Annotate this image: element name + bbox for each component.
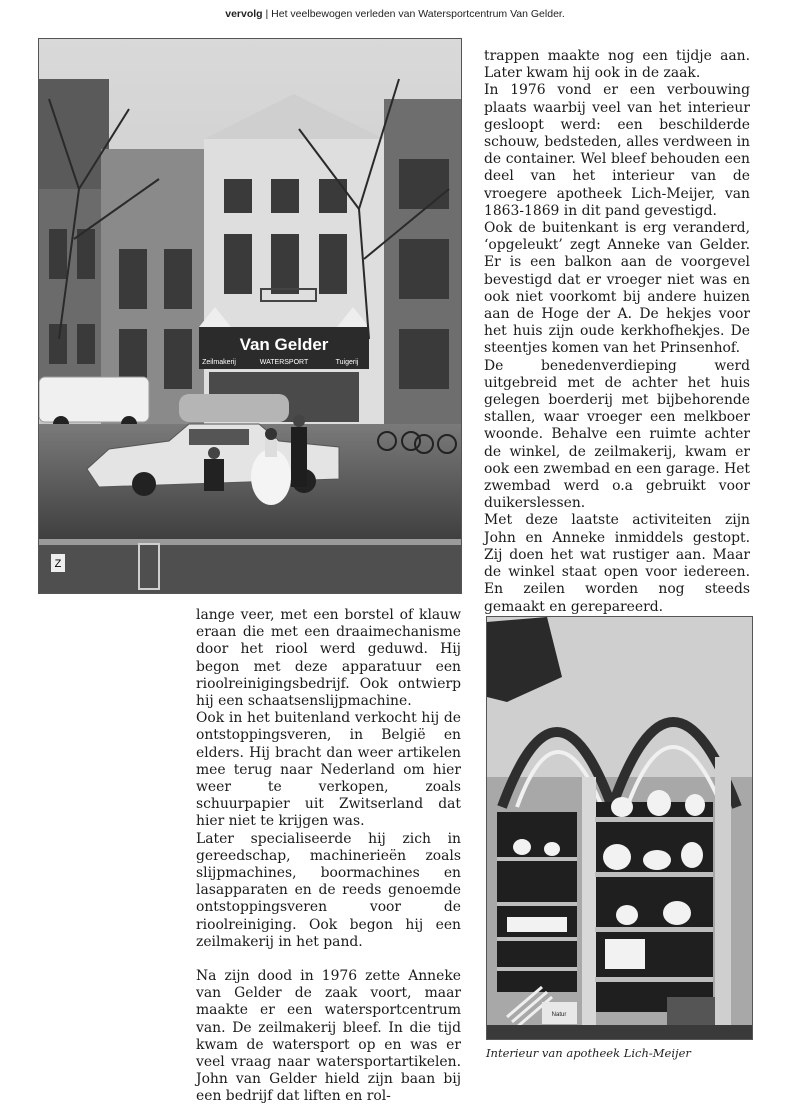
pharmacy-interior-illustration: [487, 617, 752, 1039]
paragraph: De benedenverdieping werd uitgebreid met de achter het huis gelegen boerderij met bijbehorende stallen, waar vroeger een melkboer woonde. Behalve een ruimte achter de winkel, de zeilmakerij, kwam er ook een zwembad en een garage. Het zwembad werd o.a gebruikt voor duikerslessen.: [484, 357, 750, 512]
header-title: Het veelbewogen verleden van Watersportcentrum Van Gelder.: [271, 8, 565, 20]
sign-sub-right: Tuigerij: [335, 359, 359, 366]
sign-name: Van Gelder: [239, 335, 329, 354]
sign-sub-left: Zeilmakerij: [202, 359, 236, 366]
running-header: [0, 8, 790, 20]
paragraph: Met deze laatste activiteiten zijn John en Anneke inmiddels gestopt. Zij doen het wat rustiger aan. Maar de winkel staat open voor iedereen. En zeilen worden nog steeds gemaakt en gerepareerd.: [484, 512, 750, 615]
header-section: vervolg: [225, 8, 263, 20]
paragraph: In 1976 vond er een verbouwing plaats waarbij veel van het interieur gesloopt werd: een beschilderde schouw, bedsteden, alles verdween in de container. Wel bleef behouden een deel van het interieur van de vroegere apotheek Lich-Meijer, van 1863-1869 in dit pand gevestigd.: [484, 82, 750, 219]
paragraph: lange veer, met een borstel of klauw eraan die met een draaimechanisme door het riool werd geduwd. Hij begon met deze apparatuur een rioolreinigingsbedrijf. Ook ontwierp hij een schaatsenslijpmachine.: [196, 607, 461, 710]
paragraph: Ook in het buitenland verkocht hij de ontstoppingsveren, in België en elders. Hij bracht dan weer artikelen mee terug naar Nederland om hier weer te verkopen, zoals schuurpapier uit Zwitserland dat hier niet te krijgen was.: [196, 710, 461, 830]
left-text-column: [196, 607, 461, 1106]
shop-front-illustration: [39, 39, 461, 593]
box-label: Natur: [551, 1012, 567, 1018]
photo-caption: Interieur van apotheek Lich-Meijer: [486, 1046, 691, 1060]
paragraph: Na zijn dood in 1976 zette Anneke van Gelder de zaak voort, maar maakte er een watersportcentrum van. De zeilmakerij bleef. In die tijd kwam de watersport op en was er veel vraag naar watersportartikelen. John van Gelder hield zijn baan bij een bedrijf dat liften en rol-: [196, 968, 461, 1105]
paragraph: trappen maakte nog een tijdje aan. Later kwam hij ook in de zaak.: [484, 48, 750, 82]
right-text-column: [484, 48, 750, 616]
header-separator: |: [265, 8, 269, 20]
sign-z: Z: [54, 558, 62, 570]
paragraph: Later specialiseerde hij zich in gereedschap, machinerieën zoals slijpmachines, boormachines en lasapparaten en de reeds genoemde ontstoppingsveren voor de rioolreiniging. Ook begon hij een zeilmakerij in het pand.: [196, 830, 461, 950]
sign-sub-mid: WATERSPORT: [259, 359, 309, 366]
shop-front-photo: [38, 38, 462, 594]
pharmacy-interior-photo: [486, 616, 753, 1040]
paragraph: Ook de buitenkant is erg veranderd, ‘opgeleukt’ zegt Anneke van Gelder. Er is een balkon aan de voorgevel bevestigd dat er vroeger niet was en ook niet voorkomt bij andere huizen aan de Hoge der A. De hekjes voor het huis zijn oude kerkhofhekjes. De steentjes komen van het Prinsenhof.: [484, 220, 750, 357]
